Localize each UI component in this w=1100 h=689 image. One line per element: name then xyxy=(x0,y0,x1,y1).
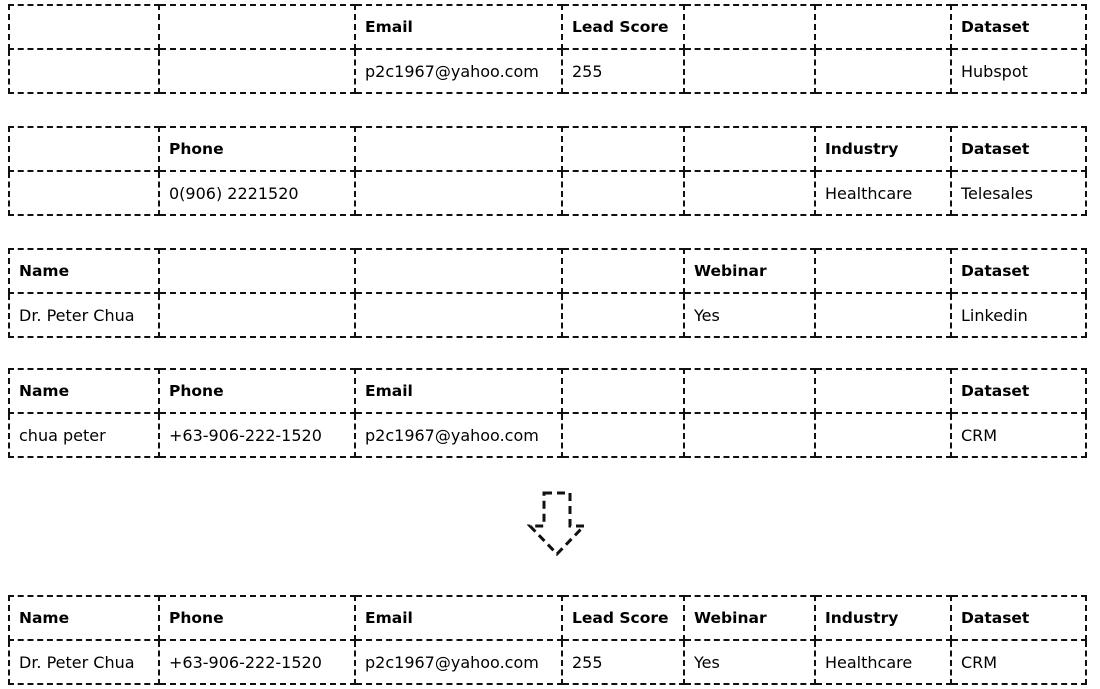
table-row xyxy=(9,49,1086,93)
header-cell-phone: Phone xyxy=(159,127,355,171)
source-table-hubspot xyxy=(8,4,1087,94)
cell-dataset: Linkedin xyxy=(951,293,1086,337)
table-row xyxy=(9,171,1086,215)
merged-result-table xyxy=(8,595,1087,685)
header-cell-dataset: Dataset xyxy=(951,596,1086,640)
cell-name: Dr. Peter Chua xyxy=(9,640,159,684)
cell-industry: Healthcare xyxy=(815,171,951,215)
cell-lead-score: 255 xyxy=(562,640,684,684)
table-header-row xyxy=(9,596,1086,640)
cell-phone: 0(906) 2221520 xyxy=(159,171,355,215)
cell xyxy=(684,413,815,457)
header-cell xyxy=(562,369,684,413)
cell xyxy=(684,49,815,93)
header-cell xyxy=(159,5,355,49)
source-table-telesales xyxy=(8,126,1087,216)
table-row xyxy=(9,640,1086,684)
cell-email: p2c1967@yahoo.com xyxy=(355,413,562,457)
header-cell xyxy=(562,249,684,293)
cell-phone: +63-906-222-1520 xyxy=(159,640,355,684)
cell xyxy=(355,293,562,337)
header-cell-email: Email xyxy=(355,5,562,49)
header-cell-name: Name xyxy=(9,249,159,293)
header-cell-phone: Phone xyxy=(159,369,355,413)
cell xyxy=(815,293,951,337)
table-header-row xyxy=(9,369,1086,413)
cell xyxy=(9,49,159,93)
cell xyxy=(9,171,159,215)
header-cell xyxy=(159,249,355,293)
header-cell-lead-score: Lead Score xyxy=(562,5,684,49)
header-cell xyxy=(684,369,815,413)
header-cell-email: Email xyxy=(355,369,562,413)
header-cell-lead-score: Lead Score xyxy=(562,596,684,640)
cell xyxy=(562,413,684,457)
table-header-row xyxy=(9,249,1086,293)
header-cell xyxy=(815,249,951,293)
header-cell xyxy=(684,127,815,171)
header-cell-webinar: Webinar xyxy=(684,596,815,640)
header-cell xyxy=(815,369,951,413)
header-cell-name: Name xyxy=(9,369,159,413)
table-header-row xyxy=(9,127,1086,171)
cell-webinar: Yes xyxy=(684,293,815,337)
header-cell xyxy=(9,5,159,49)
cell xyxy=(815,49,951,93)
cell-dataset: Hubspot xyxy=(951,49,1086,93)
header-cell xyxy=(684,5,815,49)
header-cell xyxy=(562,127,684,171)
source-table-crm xyxy=(8,368,1087,458)
cell-phone: +63-906-222-1520 xyxy=(159,413,355,457)
cell xyxy=(355,171,562,215)
header-cell-webinar: Webinar xyxy=(684,249,815,293)
cell-industry: Healthcare xyxy=(815,640,951,684)
cell-webinar: Yes xyxy=(684,640,815,684)
cell xyxy=(562,293,684,337)
header-cell-dataset: Dataset xyxy=(951,127,1086,171)
header-cell xyxy=(815,5,951,49)
header-cell-dataset: Dataset xyxy=(951,369,1086,413)
cell xyxy=(815,413,951,457)
cell-name: chua peter xyxy=(9,413,159,457)
cell-dataset: CRM xyxy=(951,640,1086,684)
arrow-down-icon xyxy=(527,490,587,558)
cell-email: p2c1967@yahoo.com xyxy=(355,49,562,93)
header-cell-dataset: Dataset xyxy=(951,5,1086,49)
header-cell-name: Name xyxy=(9,596,159,640)
table-row xyxy=(9,413,1086,457)
table-row xyxy=(9,293,1086,337)
source-table-linkedin xyxy=(8,248,1087,338)
table-header-row xyxy=(9,5,1086,49)
cell-email: p2c1967@yahoo.com xyxy=(355,640,562,684)
header-cell-industry: Industry xyxy=(815,127,951,171)
header-cell-email: Email xyxy=(355,596,562,640)
cell xyxy=(159,293,355,337)
cell-lead-score: 255 xyxy=(562,49,684,93)
header-cell-dataset: Dataset xyxy=(951,249,1086,293)
cell xyxy=(562,171,684,215)
cell xyxy=(159,49,355,93)
header-cell-industry: Industry xyxy=(815,596,951,640)
header-cell-phone: Phone xyxy=(159,596,355,640)
cell-dataset: CRM xyxy=(951,413,1086,457)
header-cell xyxy=(9,127,159,171)
header-cell xyxy=(355,249,562,293)
cell xyxy=(684,171,815,215)
header-cell xyxy=(355,127,562,171)
cell-dataset: Telesales xyxy=(951,171,1086,215)
cell-name: Dr. Peter Chua xyxy=(9,293,159,337)
